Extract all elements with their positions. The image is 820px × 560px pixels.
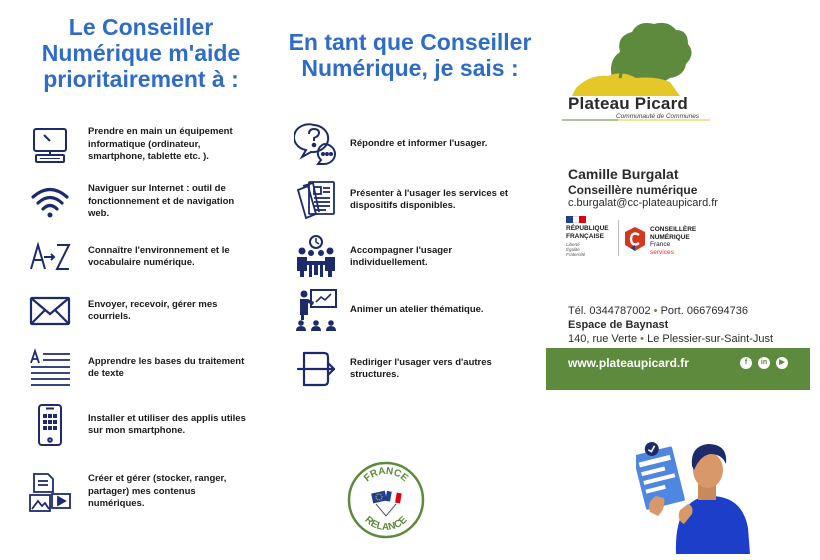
republique-line1: RÉPUBLIQUE	[566, 225, 609, 232]
france-relance-badge	[346, 460, 426, 540]
person-holding-document-illustration	[636, 424, 762, 554]
wifi-icon	[28, 180, 72, 224]
middle-item-workshop	[294, 288, 520, 332]
facebook-icon[interactable]: f	[740, 357, 752, 369]
computer-icon	[28, 123, 72, 167]
address-town: Le Plessier-sur-Saint-Just	[647, 333, 774, 345]
logo-separator	[618, 220, 619, 256]
middle-item-text: Rediriger l'usager vers d'autres structures.	[350, 356, 492, 380]
question-bubble-icon	[294, 122, 338, 166]
website-link[interactable]: www.plateaupicard.fr	[568, 356, 689, 370]
youtube-icon[interactable]: ▶	[776, 357, 788, 369]
left-item-text: Envoyer, recevoir, gérer mes courriels.	[88, 298, 218, 322]
redirect-icon	[294, 347, 338, 391]
republique-line2: FRANÇAISE	[566, 232, 604, 240]
motto-fraternite: Fraternité	[566, 252, 586, 257]
address-line	[568, 333, 773, 345]
bullet-separator: •	[653, 305, 658, 317]
middle-column-title: En tant que Conseiller Numérique, je sais :	[288, 29, 532, 81]
cn-line3: France	[650, 241, 671, 248]
cn-line4: services	[650, 248, 674, 256]
group-meeting-icon	[294, 235, 338, 279]
envelope-icon	[28, 289, 72, 333]
left-item-word-processing	[28, 346, 248, 390]
motto-egalite: Égalité	[566, 247, 580, 252]
left-item-email	[28, 289, 248, 333]
left-item-text: Installer et utiliser des applis utiles sur mon smartphone.	[88, 412, 246, 436]
presentation-icon	[294, 288, 338, 332]
website-bar	[546, 348, 810, 390]
plateau-picard-logo	[560, 16, 730, 124]
media-files-icon	[28, 470, 72, 514]
french-flag-icon	[566, 216, 586, 223]
badge-top-text: FRANCE	[362, 465, 410, 485]
middle-item-present	[294, 178, 520, 222]
contact-email[interactable]: c.burgalat@cc-plateaupicard.fr	[568, 197, 718, 209]
smartphone-icon	[28, 403, 72, 447]
mobile-number[interactable]: Port. 0667694736	[660, 305, 749, 317]
left-column-title: Le Conseiller Numérique m'aide prioritairement à :	[41, 14, 241, 92]
contact-role: Conseillère numérique	[568, 183, 698, 197]
left-item-text: Apprendre les bases du traitement de texte	[88, 355, 245, 379]
left-item-text: Créer et gérer (stocker, ranger, partager) mes contenus numériques.	[88, 473, 227, 510]
contact-name: Camille Burgalat	[568, 166, 679, 182]
motto-liberte: Liberté	[566, 242, 580, 247]
left-item-text: Prendre en main un équipement informatique (ordinateur, smartphone, tablette etc. ).	[88, 126, 233, 163]
middle-item-redirect	[294, 347, 520, 391]
left-item-internet	[28, 180, 248, 224]
left-item-text: Connaître l'environnement et le vocabulaire numérique.	[88, 244, 230, 268]
left-item-text: Naviguer sur Internet : outil de fonctionnement et de navigation web.	[88, 183, 235, 220]
conseiller-numerique-logo	[650, 226, 696, 256]
documents-icon	[294, 178, 338, 222]
logo-name: Plateau Picard	[568, 94, 688, 113]
left-item-apps	[28, 403, 248, 447]
cn-line1: CONSEILLÈRE	[650, 226, 697, 233]
address-place: Espace de Baynast	[568, 319, 669, 331]
badge-bottom-text: RELANCE	[362, 514, 410, 534]
middle-item-inform	[294, 122, 520, 166]
left-item-vocabulary	[28, 235, 248, 279]
middle-item-text: Répondre et informer l'usager.	[350, 137, 488, 149]
middle-item-text: Présenter à l'usager les services et dispositifs disponibles.	[350, 187, 509, 211]
middle-item-text: Animer un atelier thématique.	[350, 303, 484, 315]
phone-number[interactable]: Tél. 0344787002	[568, 305, 651, 317]
left-item-content	[28, 470, 248, 514]
republique-francaise-logo	[566, 216, 622, 262]
logo-subtitle: Communauté de Communes	[616, 113, 700, 120]
left-item-equipment	[28, 123, 248, 167]
linkedin-icon[interactable]: in	[758, 357, 770, 369]
address-street: 140, rue Verte	[568, 333, 638, 345]
cn-line2: NUMÉRIQUE	[650, 233, 690, 241]
a-z-icon	[28, 235, 72, 279]
middle-item-accompany	[294, 235, 520, 279]
bullet-separator: •	[640, 333, 645, 345]
middle-item-text: Accompagner l'usager individuellement.	[350, 244, 453, 268]
phone-line	[568, 305, 748, 317]
conseiller-numerique-icon	[624, 226, 646, 252]
text-document-icon	[28, 346, 72, 390]
